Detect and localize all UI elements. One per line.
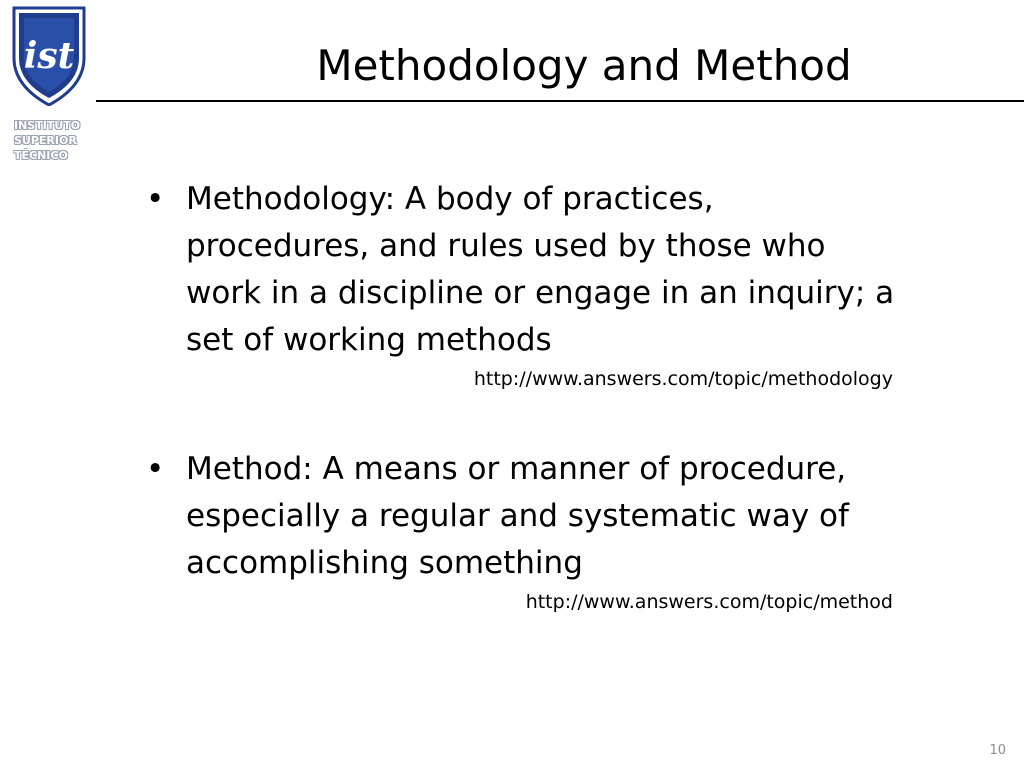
- svg-text:ist: ist: [23, 35, 75, 77]
- spacer: [140, 394, 900, 446]
- bullet-text: Method: A means or manner of procedure, especially a regular and systematic way of accomplishing something: [186, 451, 849, 581]
- ist-logo: [12, 6, 86, 106]
- page-number: 10: [989, 743, 1006, 758]
- logo-line-2: SUPERIOR: [14, 134, 77, 147]
- bullet-marker: •: [146, 451, 165, 487]
- slide-content: [140, 176, 900, 617]
- source-link[interactable]: http://www.answers.com/topic/methodology: [473, 368, 893, 390]
- logo-line-3: TÉCNICO: [14, 149, 68, 162]
- bullet-item: [140, 176, 900, 364]
- source-link[interactable]: http://www.answers.com/topic/method: [525, 591, 893, 613]
- bullet-text: Methodology: A body of practices, procedures, and rules used by those who work in a discipline or engage in an inquiry; a set of working methods: [186, 181, 895, 358]
- logo-line-1: INSTITUTO: [14, 119, 81, 132]
- slide-title: Methodology and Method: [316, 41, 852, 90]
- bullet-marker: •: [146, 181, 165, 217]
- ist-logo-wordmark: [14, 118, 88, 163]
- ist-shield-icon: [12, 6, 86, 106]
- bullet-item: [140, 446, 900, 587]
- title-divider: [96, 100, 1024, 102]
